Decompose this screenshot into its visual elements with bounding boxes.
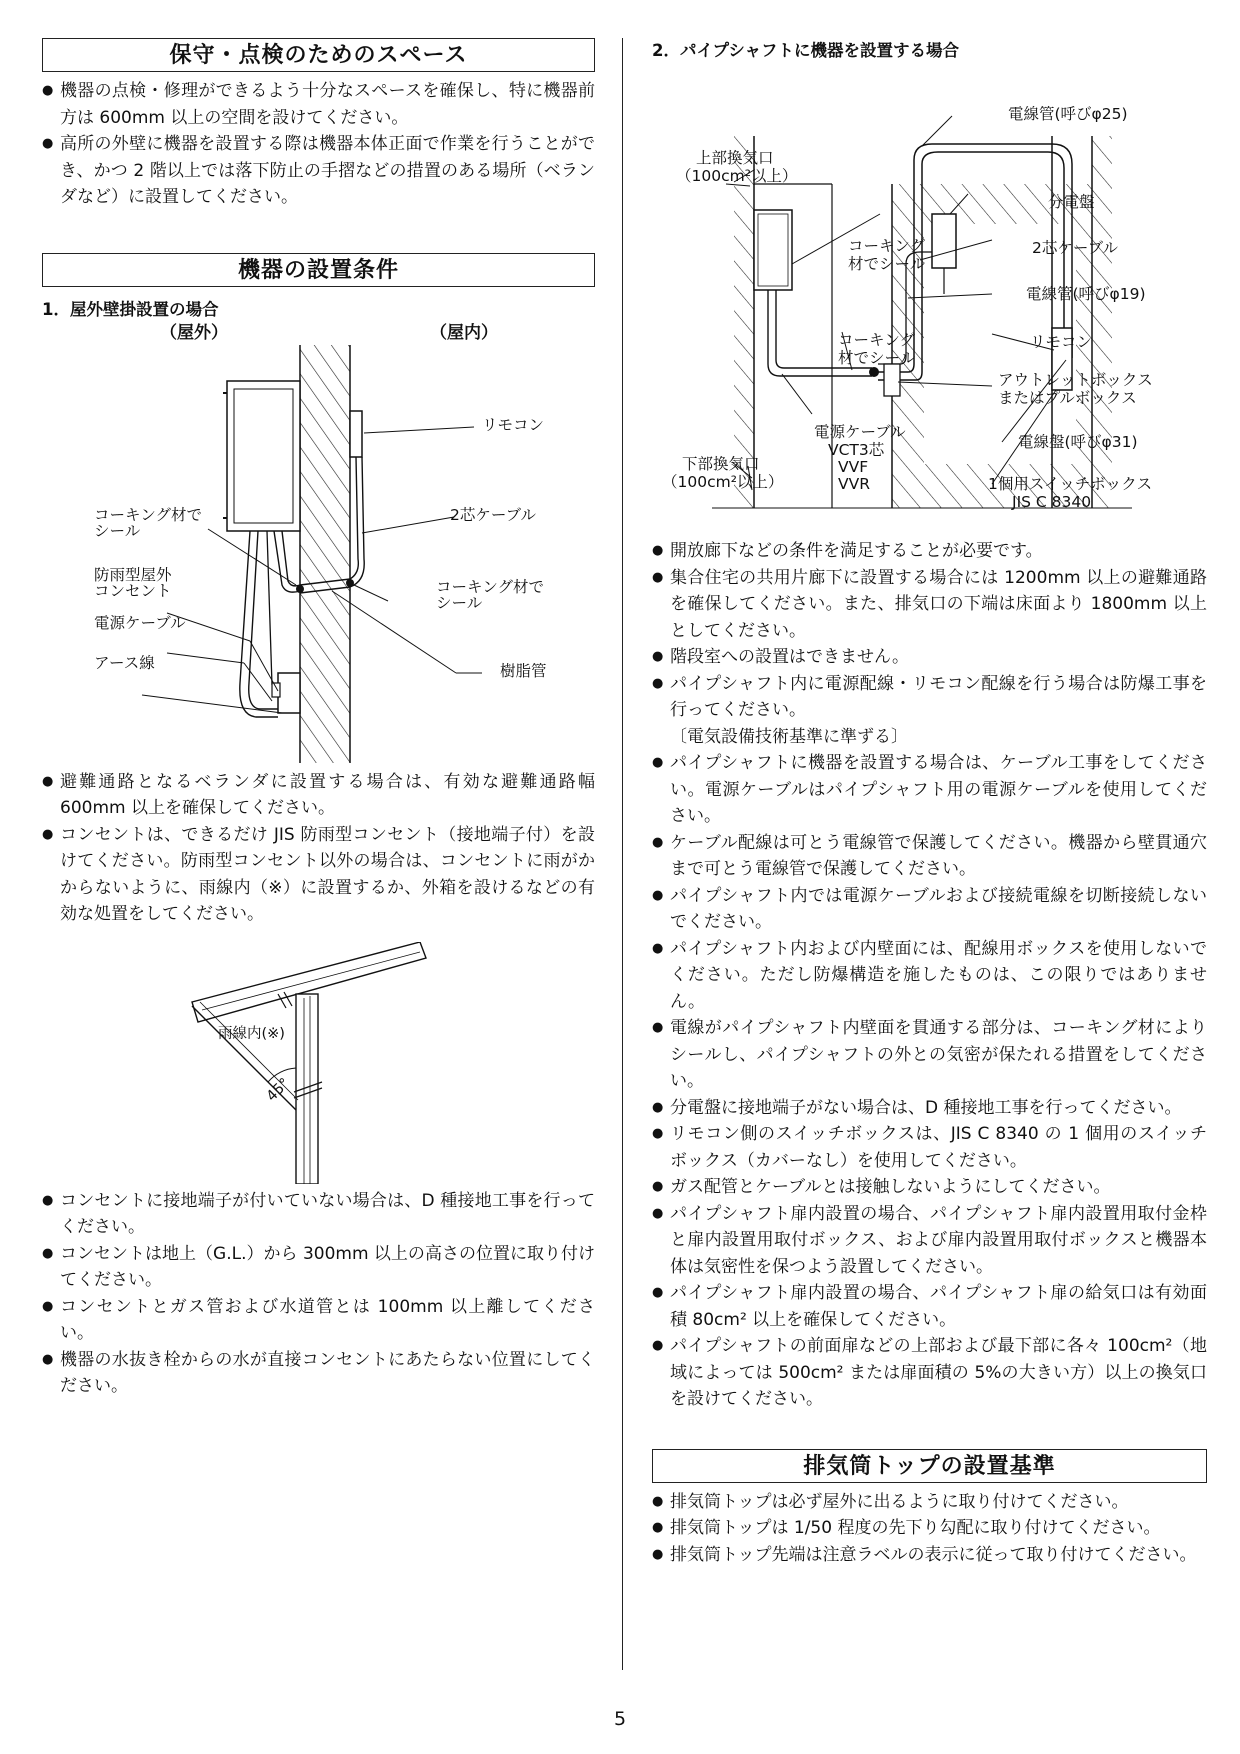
- upper-vent-label-2: （100cm²以上）: [676, 167, 798, 185]
- lower-vent-label-2: （100cm²以上）: [662, 473, 784, 491]
- right-column: [652, 38, 1207, 1568]
- outdoor-wall-figure: [42, 323, 595, 763]
- caulk-left-label-1: コーキング材で: [94, 505, 203, 524]
- list-item: ● コンセントに接地端子が付いていない場合は、D 種接地工事を行ってください。: [42, 1188, 595, 1241]
- switch-box-label: 1個用スイッチボックス: [988, 475, 1153, 493]
- list-item: ● 排気筒トップは 1/50 程度の先下り勾配に取り付けてください。: [652, 1515, 1207, 1542]
- caulk-right-label-2: シール: [436, 593, 483, 612]
- pipeshaft-list: [652, 538, 1207, 724]
- conduit31-label: 電線盤(呼びφ31): [1018, 433, 1138, 451]
- list-item: ● 電線がパイプシャフト内壁面を貫通する部分は、コーキング材によりシールし、パイプシャフトの外との気密が保たれる措置をしてください。: [652, 1015, 1207, 1095]
- remocon-label: リモコン: [482, 415, 545, 434]
- list-item: ● 避難通路となるベランダに設置する場合は、有効な避難通路幅 600mm 以上を確保してください。: [42, 769, 595, 822]
- resin-pipe-label: 樹脂管: [500, 661, 547, 680]
- conduit25-label: 電線管(呼びφ25): [1008, 105, 1128, 123]
- cable-type-label-2: VVF: [838, 458, 869, 476]
- caulk2-label-1: コーキング: [838, 331, 916, 349]
- upper-vent-label-1: 上部換気口: [696, 149, 774, 167]
- two-core-cable-label: 2芯ケーブル: [1032, 239, 1118, 257]
- list-item: ● ガス配管とケーブルとは接触しないようにしてください。: [652, 1174, 1207, 1201]
- exhaust-section-title: 排気筒トップの設置基準: [652, 1449, 1207, 1483]
- jis-label: JIS C 8340: [1012, 493, 1092, 511]
- maintenance-list: [42, 78, 595, 211]
- earth-label: アース線: [94, 653, 155, 672]
- list-item: ● 階段室への設置はできません。: [652, 644, 1207, 671]
- conditions-section-title: 機器の設置条件: [42, 253, 595, 287]
- list-item: ● 機器の点検・修理ができるよう十分なスペースを確保し、特に機器前方は 600mm 以上の空間を設けてください。: [42, 78, 595, 131]
- list-item: ● コンセントは地上（G.L.）から 300mm 以上の高さの位置に取り付けてください。: [42, 1241, 595, 1294]
- outdoor-label: （屋外）: [160, 322, 228, 343]
- outlet-box-label-1: アウトレットボックス: [998, 371, 1153, 389]
- conditions-list-a: [42, 769, 595, 928]
- pipeshaft-figure: [652, 64, 1207, 532]
- rain-line-diagram: [42, 942, 595, 1184]
- list-item: ● 機器の水抜き栓からの水が直接コンセントにあたらない位置にしてください。: [42, 1347, 595, 1400]
- caulk1-label-2: 材でシール: [848, 255, 926, 273]
- outlet-label-1: 防雨型屋外: [94, 565, 172, 584]
- two-core-label: 2芯ケーブル: [450, 505, 536, 524]
- list-item: ● 排気筒トップは必ず屋外に出るように取り付けてください。: [652, 1489, 1207, 1516]
- caulk2-label-2: 材でシール: [838, 349, 916, 367]
- list-item: ● パイプシャフト扉内設置の場合、パイプシャフト扉内設置用取付金枠と扉内設置用取付ボックス、および扉内設置用取付ボックスと機器本体は気密性を保つよう設置してください。: [652, 1201, 1207, 1281]
- outdoor-wall-diagram: [42, 323, 595, 763]
- caulk1-label-1: コーキング: [848, 237, 926, 255]
- list-item: ● リモコン側のスイッチボックスは、JIS C 8340 の 1 個用のスイッチボックス（カバーなし）を使用してください。: [652, 1121, 1207, 1174]
- panel-label: 分電盤: [1048, 193, 1095, 211]
- caulk-right-label-1: コーキング材で: [436, 577, 545, 596]
- maintenance-section-title: 保守・点検のためのスペース: [42, 38, 595, 72]
- cable-type-label-3: VVR: [838, 475, 870, 493]
- list-item: ● パイプシャフトに機器を設置する場合は、ケーブル工事をしてください。電源ケーブルはパイプシャフト用の電源ケーブルを使用してください。: [652, 750, 1207, 830]
- list-item: ● パイプシャフト内では電源ケーブルおよび接続電線を切断接続しないでください。: [652, 883, 1207, 936]
- column-divider: [622, 38, 623, 1670]
- pipeshaft-subheading: 2．パイプシャフトに機器を設置する場合: [652, 41, 959, 60]
- pipeshaft-list-2: [652, 750, 1207, 1413]
- list-item: ● 集合住宅の共用片廊下に設置する場合には 1200mm 以上の避難通路を確保してください。また、排気口の下端は床面より 1800mm 以上としてください。: [652, 565, 1207, 645]
- cable-type-label-1: VCT3芯: [828, 441, 885, 459]
- left-column: [42, 38, 595, 1400]
- remocon-label: リモコン: [1030, 333, 1093, 351]
- power-cable-label: 電源ケーブル: [814, 423, 906, 441]
- list-item: ● 高所の外壁に機器を設置する際は機器本体正面で作業を行うことができ、かつ 2 階以上では落下防止の手摺などの措置のある場所（ベランダなど）に設置してください。: [42, 131, 595, 211]
- conditions-list-b: [42, 1188, 595, 1400]
- list-item: ● コンセントは、できるだけ JIS 防雨型コンセント（接地端子付）を設けてください。防雨型コンセント以外の場合は、コンセントに雨がかからないように、雨線内（※）に設置するか、外箱を設けるなどの有効な処置をしてください。: [42, 822, 595, 928]
- rain-line-label: 雨線内(※): [218, 1025, 285, 1042]
- list-item: ● 排気筒トップ先端は注意ラベルの表示に従って取り付けてください。: [652, 1542, 1207, 1569]
- indoor-label: （屋内）: [430, 322, 498, 343]
- list-item: ● パイプシャフト扉内設置の場合、パイプシャフト扉の給気口は有効面積 80cm² 以上を確保してください。: [652, 1280, 1207, 1333]
- list-item: ● 開放廊下などの条件を満足することが必要です。: [652, 538, 1207, 565]
- conduit19-label: 電線管(呼びφ19): [1026, 285, 1146, 303]
- outlet-label-2: コンセント: [94, 581, 172, 600]
- power-cable-label: 電源ケーブル: [94, 613, 186, 632]
- outdoor-wall-subheading: 1．屋外壁掛設置の場合: [42, 299, 219, 319]
- caulk-left-label-2: シール: [94, 521, 141, 540]
- exhaust-list: [652, 1489, 1207, 1569]
- angle-label: 45°: [263, 1074, 294, 1105]
- list-item: ● 分電盤に接地端子がない場合は、D 種接地工事を行ってください。: [652, 1095, 1207, 1122]
- list-item: ● コンセントとガス管および水道管とは 100mm 以上離してください。: [42, 1294, 595, 1347]
- list-item: ● パイプシャフト内および内壁面には、配線用ボックスを使用しないでください。ただし防爆構造を施したものは、この限りではありません。: [652, 936, 1207, 1016]
- page-number: 5: [613, 1708, 627, 1730]
- outlet-box-label-2: またはプルボックス: [998, 389, 1137, 407]
- list-item: ● パイプシャフト内に電源配線・リモコン配線を行う場合は防爆工事を行ってください。: [652, 671, 1207, 724]
- list-item: ● ケーブル配線は可とう電線管で保護してください。機器から壁貫通穴まで可とう電線管で保護してください。: [652, 830, 1207, 883]
- standard-note: 〔電気設備技術基準に準ずる〕: [670, 726, 908, 747]
- lower-vent-label-1: 下部換気口: [682, 455, 760, 473]
- list-item: ● パイプシャフトの前面扉などの上部および最下部に各々 100cm²（地域によっては 500cm² または扉面積の 5%の大きい方）以上の換気口を設けてください。: [652, 1333, 1207, 1413]
- rain-line-figure: [42, 942, 595, 1184]
